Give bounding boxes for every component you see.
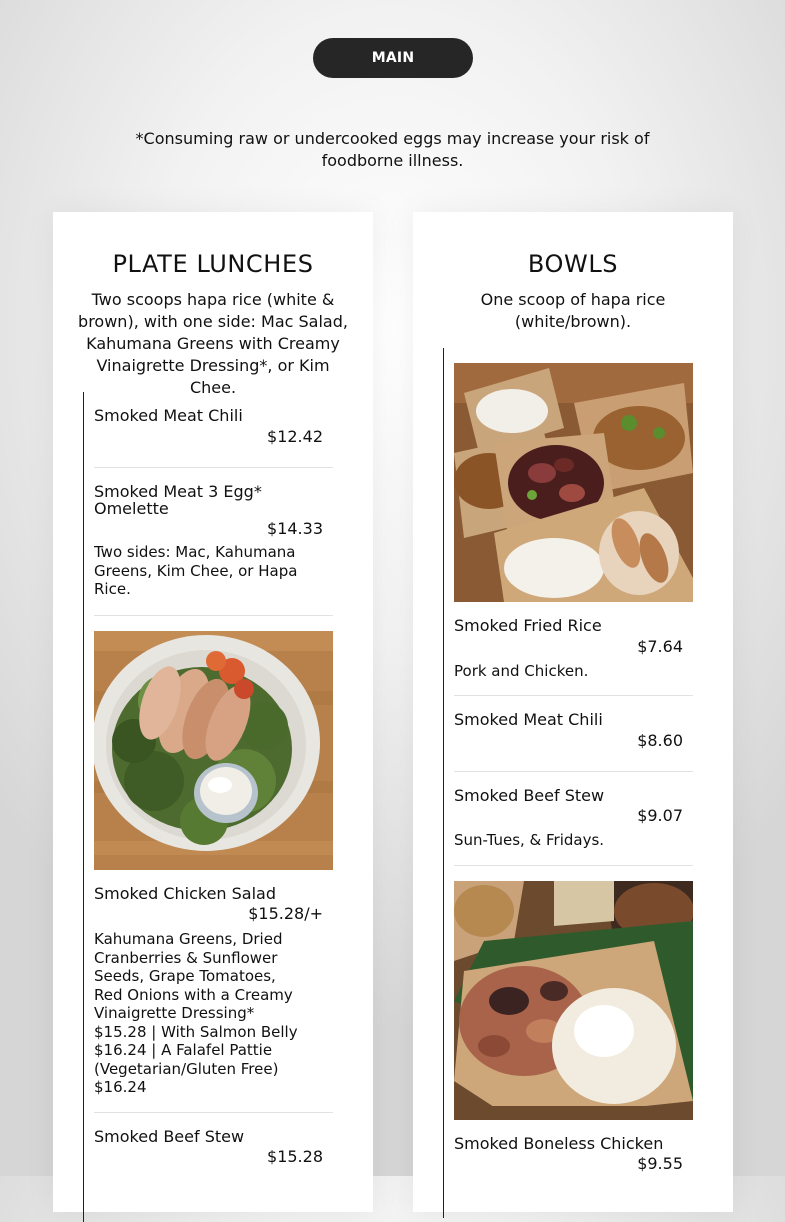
menu-item-name: Smoked Meat 3 Egg* Omelette: [94, 482, 262, 518]
menu-item-price: $9.07: [637, 806, 683, 825]
menu-item[interactable]: [454, 617, 693, 687]
menu-item-description: Two sides: Mac, Kahumana Greens, Kim Chee, or Hapa Rice.: [94, 543, 298, 598]
smoked-chicken-salad-photo: [94, 631, 333, 870]
menu-item-description: Pork and Chicken.: [454, 662, 589, 680]
menu-item-price: $14.33: [267, 519, 323, 538]
menu-item-price: $15.28: [267, 1147, 323, 1166]
plate-lunches-description: Two scoops hapa rice (white & brown), with one side: Mac Salad, Kahumana Greens with Creamy Vinaigrette Dressing*, or Kim Chee.: [78, 290, 348, 397]
divider: [94, 615, 333, 616]
tab-main[interactable]: MAIN: [313, 38, 473, 78]
menu-item-description: Sun-Tues, & Fridays.: [454, 831, 605, 849]
food-safety-disclaimer: *Consuming raw or undercooked eggs may increase your risk of foodborne illness.: [135, 129, 650, 170]
menu-list-rule: [83, 392, 84, 1222]
menu-item[interactable]: [94, 884, 333, 1096]
menu-item-name: Smoked Beef Stew: [454, 786, 605, 805]
menu-item[interactable]: [454, 711, 693, 771]
menu-item[interactable]: [454, 1135, 693, 1195]
menu-item-price: $8.60: [637, 731, 683, 750]
divider: [454, 771, 693, 772]
menu-item-name: Smoked Fried Rice: [454, 616, 602, 635]
menu-item-price: $9.55: [637, 1154, 683, 1173]
menu-item[interactable]: [94, 483, 333, 613]
menu-list-rule: [443, 348, 444, 1218]
bowls-title: BOWLS: [527, 250, 619, 278]
smoked-boneless-chicken-photo: [454, 881, 693, 1120]
menu-item-description: Kahumana Greens, Dried Cranberries & Sunflower Seeds, Grape Tomatoes, Red Onions with a Creamy Vinaigrette Dressing* $15.28 | With Salmon Belly $16.24 | A Falafel Pattie (Vegetarian/Gluten Free) $16.24: [94, 930, 298, 1096]
menu-item[interactable]: [94, 407, 333, 467]
smoked-fried-rice-photo: [454, 363, 693, 602]
menu-item-name: Smoked Beef Stew: [94, 1127, 245, 1146]
divider: [454, 695, 693, 696]
divider: [454, 865, 693, 866]
menu-item-price: $7.64: [637, 637, 683, 656]
divider: [94, 467, 333, 468]
plate-lunches-title: PLATE LUNCHES: [112, 250, 314, 278]
menu-item-name: Smoked Chicken Salad: [94, 884, 276, 903]
menu-item-name: Smoked Meat Chili: [94, 406, 243, 425]
menu-item[interactable]: [454, 787, 693, 857]
bowls-card: [413, 212, 733, 1212]
plate-lunches-card: [53, 212, 373, 1212]
menu-item-name: Smoked Meat Chili: [454, 710, 603, 729]
divider: [94, 1112, 333, 1113]
menu-item-price: $15.28/+: [248, 904, 323, 923]
menu-item-name: Smoked Boneless Chicken: [454, 1134, 664, 1153]
bowls-description: One scoop of hapa rice (white/brown).: [480, 290, 666, 331]
menu-item[interactable]: [94, 1128, 333, 1188]
menu-item-price: $12.42: [267, 427, 323, 446]
